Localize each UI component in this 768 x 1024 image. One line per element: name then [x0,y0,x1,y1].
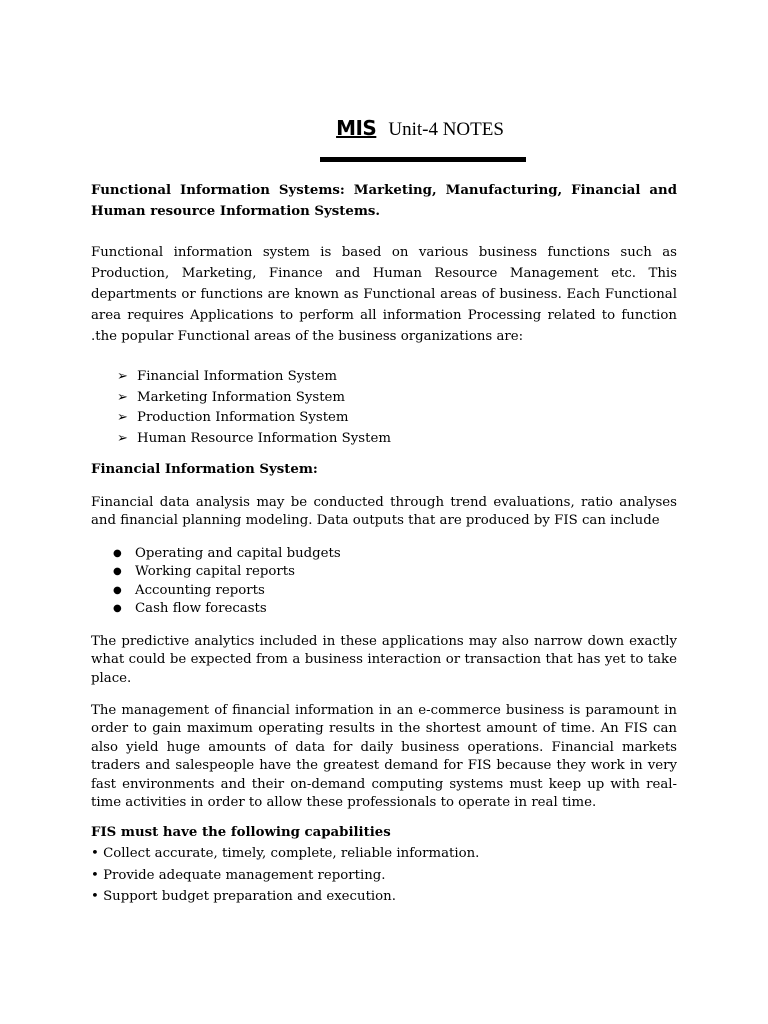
document-body [91,180,677,908]
fis-heading: Financial Information System: [91,462,318,477]
dot-bullet-icon: ● [113,603,122,615]
page-title [0,116,768,141]
list-item [117,429,677,450]
arrowhead-bullet-icon: ➢ [117,389,128,405]
list-item [113,563,677,582]
list-item [117,388,677,409]
capability-item: • Provide adequate management reporting. [91,867,386,883]
list-item [113,582,677,601]
list-item-label: Cash flow forecasts [135,601,267,617]
list-item [113,600,677,619]
list-item-label: Working capital reports [135,564,295,580]
intro-paragraph: Functional information system is based on various business functions such as Production, Marketing, Finance and Human Resource Management etc. This departments or functions are known as Functional areas of business. Each Functional area requires Applications to perform all information Processing related to function .the popular Functional areas of the business organizations are: [91,245,677,344]
fis-paragraph-2: The predictive analytics included in these applications may also narrow down exactly what could be expected from a business interaction or transaction that has yet to take place. [91,633,677,686]
fis-paragraph-1: Financial data analysis may be conducted through trend evaluations, ratio analyses and financial planning modeling. Data outputs that are produced by FIS can include [91,495,677,529]
list-item-label: Marketing Information System [137,389,346,405]
capability-item: • Collect accurate, timely, complete, reliable information. [91,846,480,862]
arrowhead-bullet-icon: ➢ [117,369,128,384]
intro-heading: Functional Information Systems: Marketing, Manufacturing, Financial and Human resource Information Systems. [91,183,677,219]
dot-bullet-icon: ● [113,547,122,559]
title-abbrev: MIS [336,116,377,140]
list-item [117,367,677,388]
functional-areas-list [91,367,677,449]
list-item-label: Accounting reports [135,582,265,598]
arrowhead-bullet-icon: ➢ [117,410,128,425]
capabilities-heading: FIS must have the following capabilities [91,825,391,841]
fis-paragraph-3: The management of financial information in an e-commerce business is paramount in order to gain maximum operating results in the shortest amount of time. An FIS can also yield huge amounts of data for daily business operations. Financial markets traders and salespeople have the greatest demand for FIS because they work in very fast environments and their on-demand computing systems must keep up with real-time activities in order to allow these professionals to operate in real time. [91,703,677,811]
dot-bullet-icon: ● [113,566,122,578]
capability-item: • Support budget preparation and execution. [91,889,396,905]
dot-bullet-icon: ● [113,584,122,596]
fis-outputs-list [91,545,677,619]
list-item-label: Production Information System [137,410,349,425]
list-item [113,545,677,564]
title-underline-rule [320,157,526,162]
list-item-label: Human Resource Information System [137,430,391,446]
list-item-label: Financial Information System [137,369,337,384]
list-item-label: Operating and capital budgets [135,545,341,561]
list-item [117,408,677,429]
arrowhead-bullet-icon: ➢ [117,430,128,446]
title-rest: Unit-4 NOTES [388,119,504,140]
